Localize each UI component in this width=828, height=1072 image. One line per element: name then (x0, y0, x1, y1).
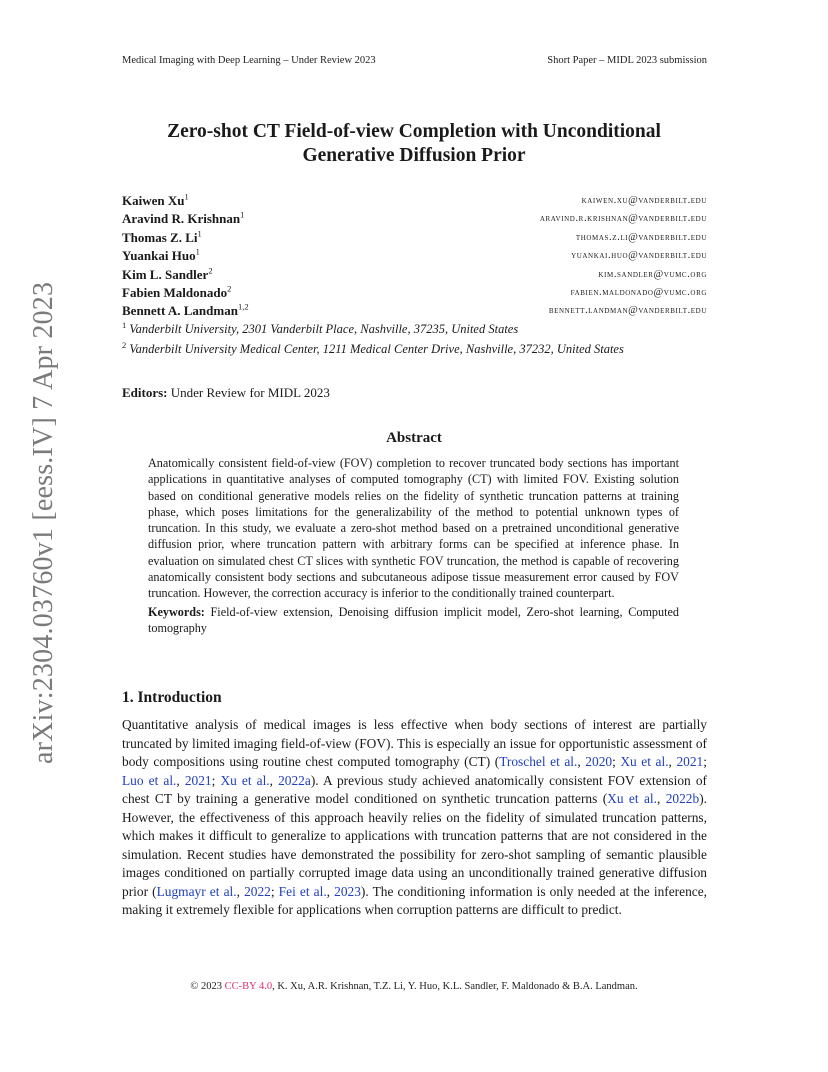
abstract-text: Anatomically consistent field-of-view (FOV) completion to recover truncated body sections has important applications in quantitative analyses of computed tomography (CT) with limited FOV. Existing solution based on conditional generative models relies on the fidelity of synthetic truncation patterns at training phase, which poses limitations for the generalizability of the method to potential unknown types of truncation. In this study, we evaluate a zero-shot method based on a pretrained unconditional generative diffusion prior, where truncation pattern with arbitrary forms can be specified at inference phase. In evaluation on simulated chest CT slices with synthetic FOV truncation, the method is capable of recovering anatomically consistent body sections and subcutaneous adipose tissue measurement error caused by FOV truncation. However, the correction accuracy is inferior to the conditionally trained counterpart. (148, 456, 679, 601)
citation-link[interactable]: 2022 (244, 883, 271, 899)
affiliations (122, 319, 707, 359)
introduction-body (122, 716, 707, 920)
editors-value: Under Review for MIDL 2023 (170, 385, 330, 400)
author-row (122, 229, 707, 247)
abstract (148, 455, 679, 636)
title-line-2: Generative Diffusion Prior (302, 145, 526, 166)
citation-link[interactable]: Luo et al. (122, 772, 177, 788)
author-row (122, 247, 707, 265)
author-email[interactable]: thomas.z.li@vanderbilt.edu (575, 231, 707, 243)
author-name: Aravind R. Krishnan$^1$ (122, 210, 245, 227)
affiliation-1: $^1$ Vanderbilt University, 2301 Vanderbilt Place, Nashville, 37235, United States (122, 319, 519, 336)
copyright-text: © 2023 (190, 981, 222, 992)
author-email[interactable]: kim.sandler@vumc.org (598, 268, 707, 280)
citation-link[interactable]: 2022a (278, 772, 311, 788)
author-name: Thomas Z. Li$^1$ (122, 228, 202, 245)
citation-link[interactable]: Xu et al. (607, 791, 657, 806)
author-name: Fabien Maldonado$^2$ (122, 283, 232, 300)
citation-link[interactable]: Fei et al. (278, 883, 327, 899)
author-row (122, 266, 707, 284)
author-row (122, 302, 707, 320)
citation-link[interactable]: 2020 (585, 754, 613, 769)
author-email[interactable]: bennett.landman@vanderbilt.edu (548, 305, 707, 317)
citation-link[interactable]: 2021 (184, 772, 212, 788)
editors-label: Editors: (122, 385, 168, 400)
citation-link[interactable]: Xu et al. (220, 772, 270, 788)
author-row (122, 210, 707, 228)
abstract-heading: Abstract (386, 430, 442, 446)
author-name: Kim L. Sandler$^2$ (122, 265, 213, 282)
arxiv-stamp: arXiv:2304.03760v1 [eess.IV] 7 Apr 2023 (28, 281, 59, 764)
author-email[interactable]: fabien.maldonado@vumc.org (570, 286, 707, 298)
section-heading-introduction: 1. Introduction (122, 689, 222, 706)
author-name: Kaiwen Xu$^1$ (122, 191, 189, 208)
author-email[interactable]: aravind.r.krishnan@vanderbilt.edu (539, 213, 707, 225)
title-line-1: Zero-shot CT Field-of-view Completion with Unconditional (167, 121, 661, 142)
copyright-footer (0, 981, 828, 992)
citation-link[interactable]: Xu et al. (620, 754, 669, 769)
author-email[interactable]: yuankai.huo@vanderbilt.edu (571, 250, 707, 262)
paper-title (0, 120, 828, 168)
citation-link[interactable]: 2022b (665, 791, 700, 806)
intro-paragraph: Quantitative analysis of medical images is less effective when body sections of interest are partially truncated by limited imaging field-of-view (FOV). This is especially an issue for opportunistic assessment of body compositions using routine chest computed tomography (CT) (Troschel et al., 2020; Xu et al., 2021; Luo et al., 2021; Xu et al., 2022a). A previous study achieved anatomically consistent FOV extension of chest CT by training a generative model conditioned on synthetic truncation patterns (Xu et al., 2022b). However, the effectiveness of this approach heavily relies on the fidelity of simulated truncation patterns, which makes it difficult to generalize to applications with truncation patterns that are not considered in the simulation. Recent studies have demonstrated the possibility for zero-shot sampling of semantic plausible images conditioned on partially corrupted image data using an unconditionally trained generative diffusion prior (Lugmayr et al., 2022; Fei et al., 2023). The conditioning information is only needed at the inference, making it extremely flexible for applications when corruption patterns are difficult to predict. (122, 717, 707, 917)
running-header-right: Short Paper – MIDL 2023 submission (547, 55, 707, 66)
citation-link[interactable]: Lugmayr et al. (156, 883, 237, 899)
author-row (122, 284, 707, 302)
author-row (122, 192, 707, 210)
affiliation-2: $^2$ Vanderbilt University Medical Center, 1211 Medical Center Drive, Nashville, 37232, United States (122, 339, 624, 356)
keywords (148, 604, 679, 637)
footer-authors: , K. Xu, A.R. Krishnan, T.Z. Li, Y. Huo, K.L. Sandler, F. Maldonado & B.A. Landman. (272, 981, 638, 992)
citation-link[interactable]: Troschel et al. (499, 754, 578, 769)
citation-link[interactable]: 2021 (676, 754, 704, 769)
editors-line (122, 385, 330, 401)
author-name: Yuankai Huo$^1$ (122, 246, 200, 264)
keywords-label: Keywords: (148, 604, 205, 619)
author-name: Bennett A. Landman$^{1,2}$ (122, 302, 249, 319)
keywords-text: Field-of-view extension, Denoising diffusion implicit model, Zero-shot learning, Computed tomography (148, 604, 679, 635)
author-email[interactable]: kaiwen.xu@vanderbilt.edu (581, 195, 707, 206)
citation-link[interactable]: 2023 (334, 883, 361, 899)
license-link[interactable]: CC-BY 4.0 (224, 981, 273, 992)
running-header-left: Medical Imaging with Deep Learning – Under Review 2023 (122, 55, 376, 66)
author-list (122, 192, 707, 321)
